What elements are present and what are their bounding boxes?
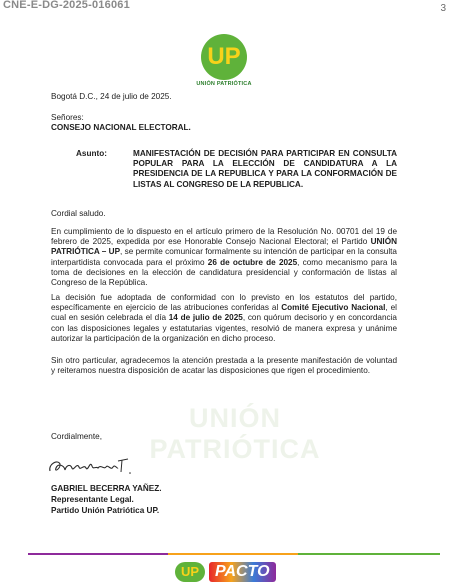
p1-text-a: En cumplimiento de lo dispuesto en el artículo primero de la Resolución No. 00701 del 19 de febrero de 2025, expedida por ese Honorable Consejo Nacional Electoral; el Partido (51, 227, 397, 247)
up-logo-label: UNIÓN PATRIÓTICA (196, 81, 252, 87)
up-logo (196, 34, 252, 87)
signer-role: Representante Legal. (51, 495, 134, 504)
p2-committee: Comité Ejecutivo Nacional (281, 303, 386, 313)
date-line: Bogotá D.C., 24 de julio de 2025. (51, 92, 172, 101)
footer-pacto-logo: PACTO (209, 562, 276, 582)
footer-color-bar (28, 553, 440, 555)
subject-text: MANIFESTACIÓN DE DECISIÓN PARA PARTICIPAR EN CONSULTA POPULAR PARA LA ELECCIÓN DE CANDIDATURA A LA PRESIDENCIA DE LA REPUBLICA Y PARA LA CONFORMACIÓN DE LISTAS AL CONGRESO DE LA REPUBLICA. (133, 149, 397, 189)
closing: Cordialmente, (51, 432, 102, 441)
p2-text-a: La decisión fue adoptada de conformidad con lo previsto en los estatutos del partido, específicamente en ejercicio de las atribuciones conferidas al (51, 293, 397, 313)
recipient-salutation: Señores: (51, 113, 84, 122)
p1-party-name: UNIÓN PATRIÓTICA – UP (51, 237, 397, 257)
greeting: Cordial saludo. (51, 209, 106, 218)
p1-text-e: , como mecanismo para la toma de decisiones en la elección de candidatura presidencial y conformación de listas al Congreso de la República. (51, 257, 397, 288)
page-number: 3 (440, 3, 446, 14)
paragraph-1 (51, 227, 397, 288)
watermark: UNIÓN PATRIÓTICA (149, 403, 321, 464)
p1-text-c: , se permite comunicar formalmente su intención de participar en la consulta interpartidista convocada para el próximo (51, 247, 397, 267)
p2-text-c: , el cual en sesión celebrada el día (51, 303, 397, 323)
recipient-org: CONSEJO NACIONAL ELECTORAL. (51, 123, 191, 132)
up-logo-mark: UP (201, 34, 247, 80)
subject-label: Asunto: (76, 149, 107, 158)
signer-name: GABRIEL BECERRA YAÑEZ. (51, 484, 162, 493)
p1-date: 26 de octubre de 2025 (207, 257, 298, 267)
paragraph-2 (51, 293, 397, 344)
paragraph-3: Sin otro particular, agradecemos la atención prestada a la presente manifestación de voluntad y reiteramos nuestra disposición de acatar las disposiciones que rigen el procedimiento. (51, 356, 397, 376)
signer-party: Partido Unión Patriótica UP. (51, 506, 160, 515)
p2-text-e: , con quórum decisorio y en concordancia con las disposiciones legales y estatutarias vigentes, resolvió de manera expresa y unánime autorizar la participación de la organización en dicho proceso. (51, 313, 397, 343)
footer-up-logo: UP (175, 562, 205, 582)
p2-date: 14 de julio de 2025 (168, 313, 243, 323)
document-stamp-code: CNE-E-DG-2025-016061 (3, 0, 130, 11)
signature-image (46, 454, 136, 480)
